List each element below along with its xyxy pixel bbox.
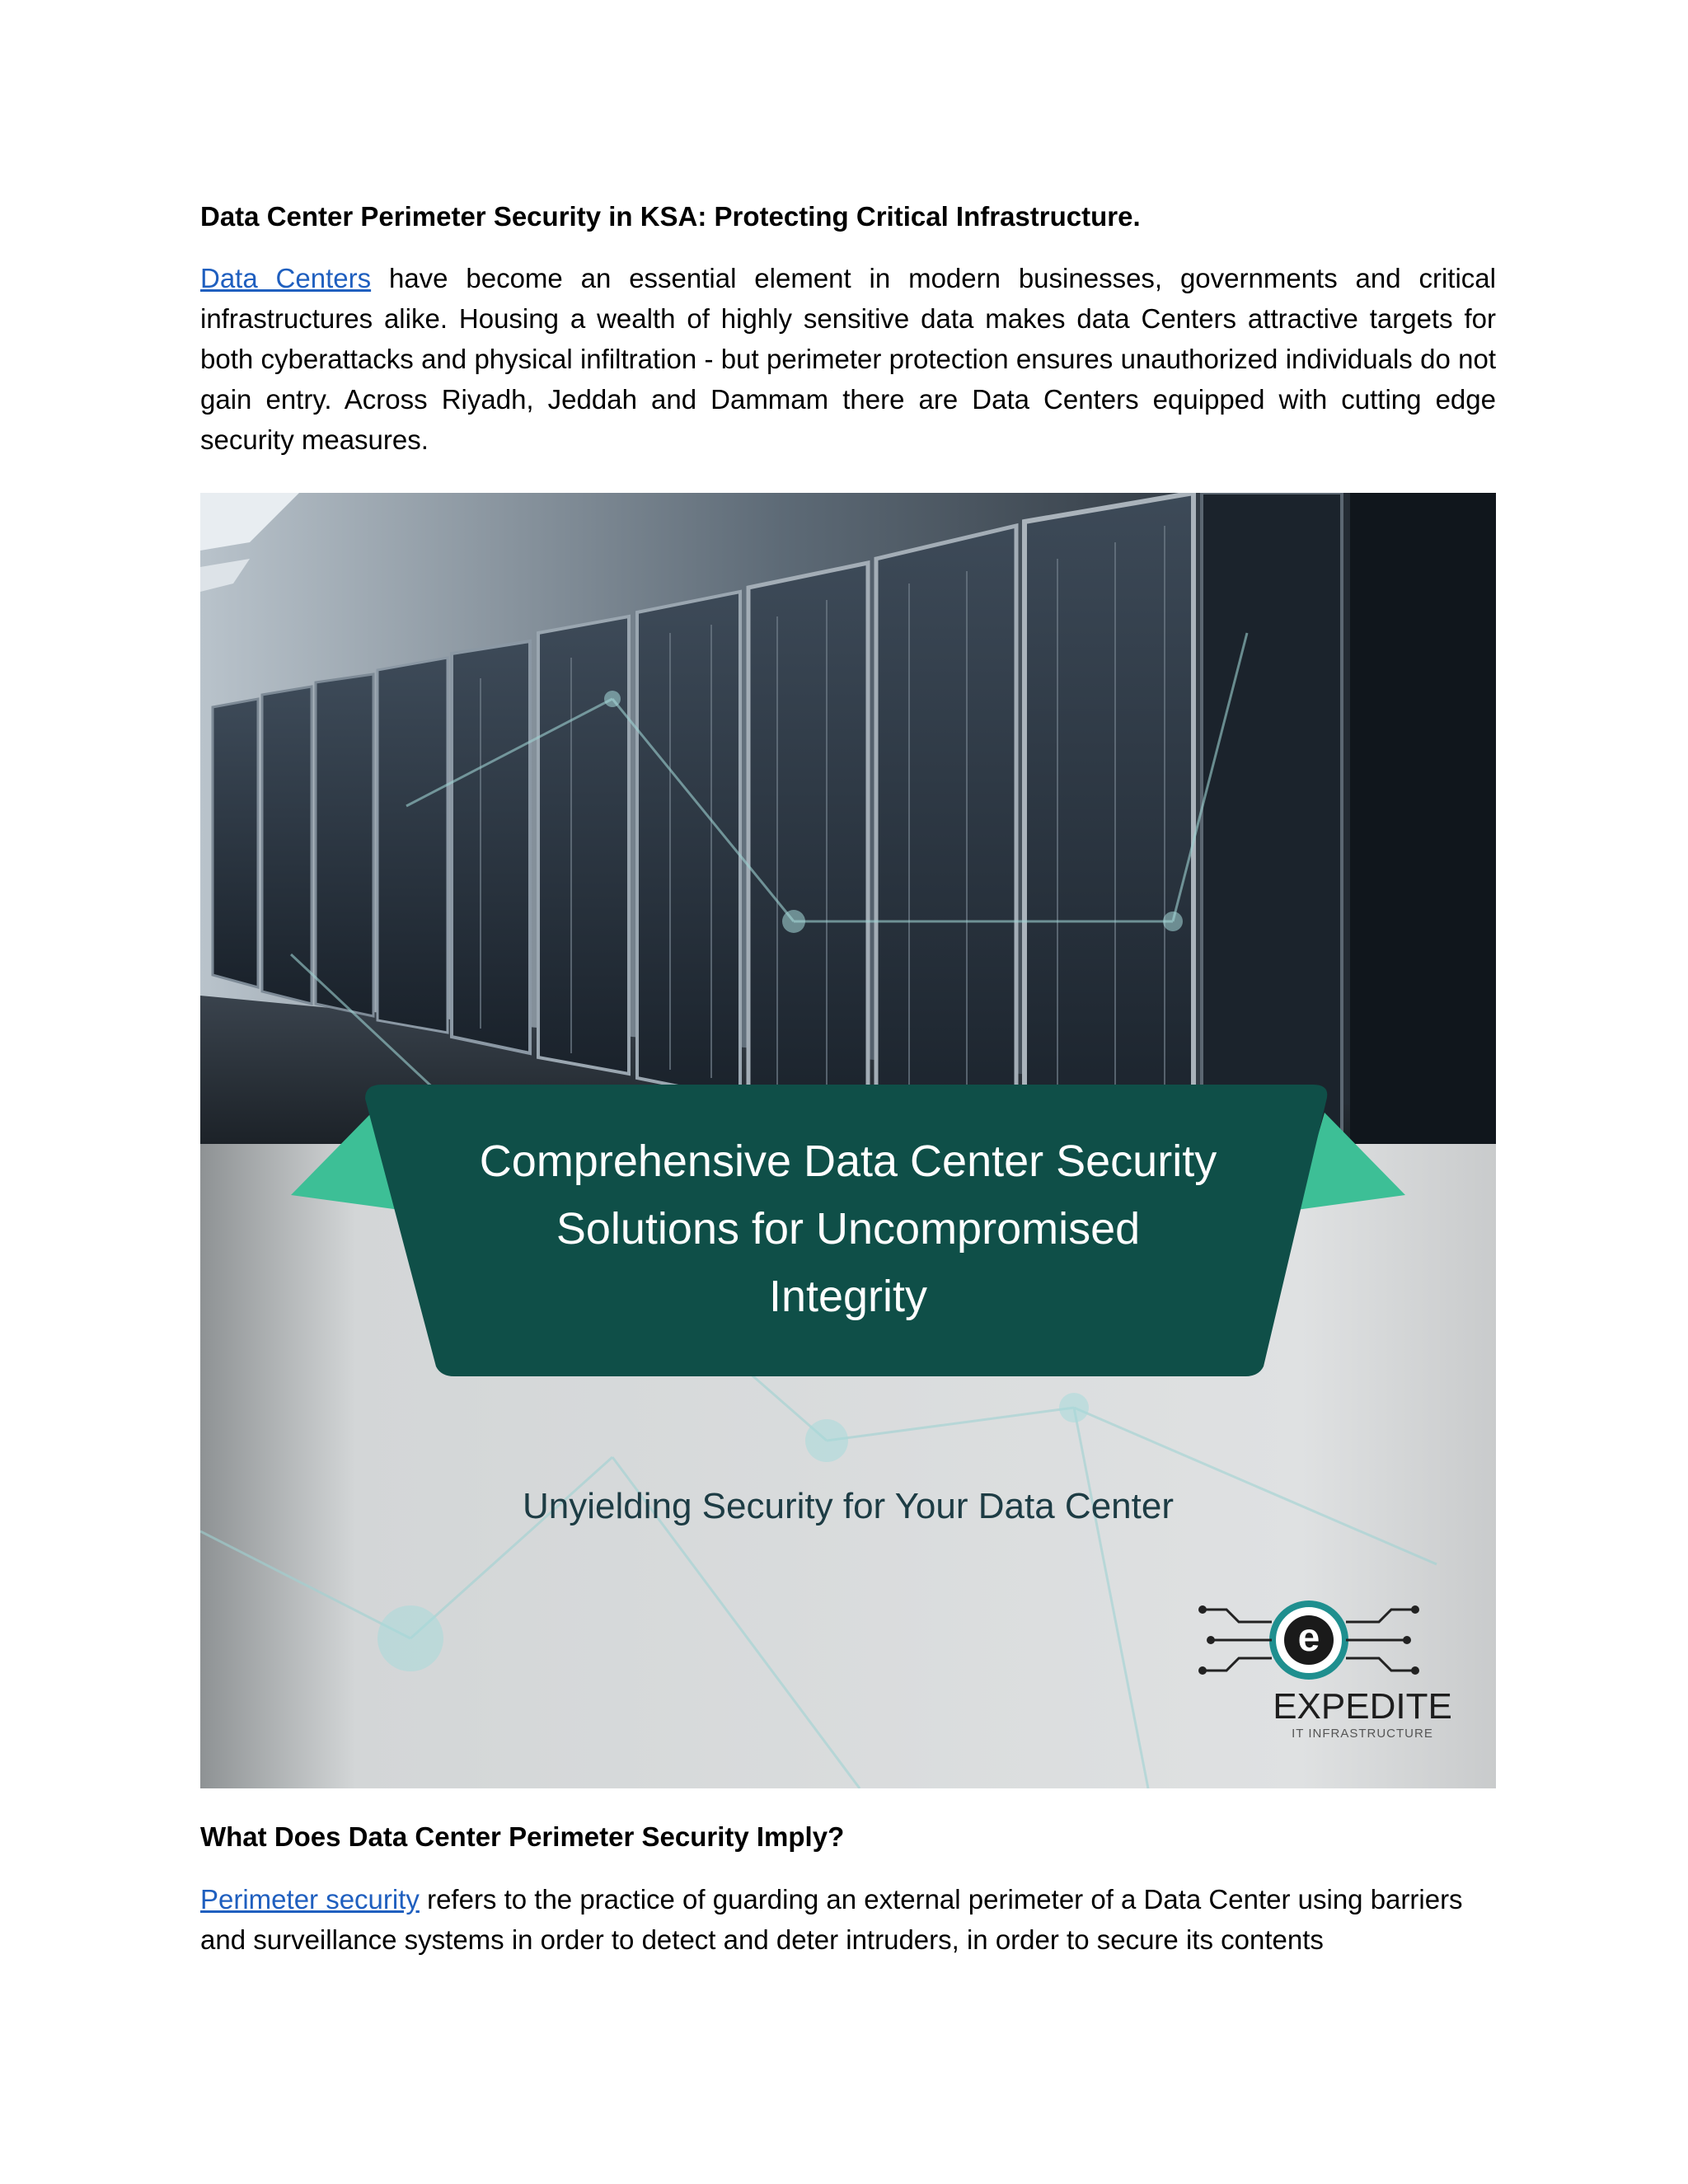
section-text: refers to the practice of guarding an external perimeter of a Data Center using barriers and surveillance systems in order to detect and deter intruders, in order to secure its contents: [200, 1884, 1463, 1955]
image-tagline: Unyielding Security for Your Data Center: [523, 1486, 1174, 1526]
article-title: Data Center Perimeter Security in KSA: Protecting Critical Infrastructure.: [200, 201, 1141, 232]
logo-subtitle: IT INFRASTRUCTURE: [1292, 1727, 1433, 1741]
intro-paragraph: [200, 258, 1496, 460]
logo-name: EXPEDITE: [1273, 1686, 1452, 1727]
perimeter-security-link[interactable]: Perimeter security: [200, 1884, 420, 1915]
banner-line-1: Comprehensive Data Center Security: [479, 1137, 1217, 1186]
promo-image: [200, 493, 1496, 1788]
banner-line-3: Integrity: [768, 1272, 928, 1321]
document-content: [200, 198, 1496, 1960]
section-paragraph: [200, 1879, 1496, 1960]
banner-line-2: Solutions for Uncompromised: [556, 1204, 1141, 1254]
intro-text: have become an essential element in modern businesses, governments and critical infrastructures alike. Housing a wealth of highly sensitive data makes data Centers attractive targets for both cyberattacks and physical infiltration - but perimeter protection ensures unauthorized individuals do not gain entry. Across Riyadh, Jeddah and Dammam there are Data Centers equipped with cutting edge security measures.: [200, 263, 1496, 455]
data-centers-link[interactable]: Data Centers: [200, 263, 372, 293]
section-heading: What Does Data Center Perimeter Security Imply?: [200, 1821, 845, 1852]
logo-letter: e: [1297, 1616, 1320, 1660]
